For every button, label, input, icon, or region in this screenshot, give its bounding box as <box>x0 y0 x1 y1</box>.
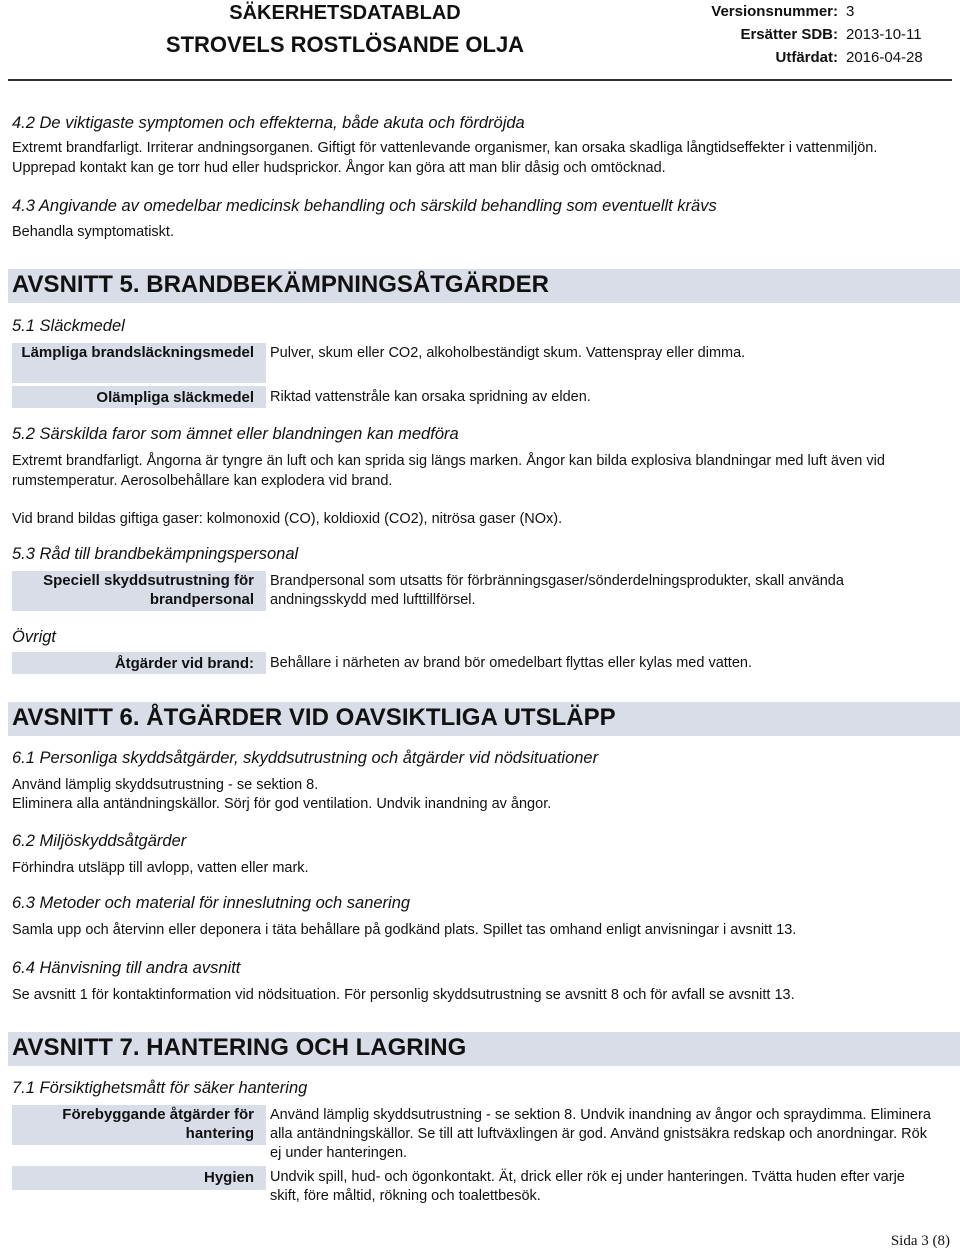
value-unsuitable-extinguishing-media: Riktad vattenstråle kan orsaka spridning av elden. <box>270 389 591 405</box>
heading-6-3: 6.3 Metoder och material för inneslutning och sanering <box>12 894 411 912</box>
text-6-2: Förhindra utsläpp till avlopp, vatten eller mark. <box>12 860 309 876</box>
meta-issued <box>706 49 940 66</box>
section-6-title: AVSNITT 6. ÅTGÄRDER VID OAVSIKTLIGA UTSLÄPP <box>12 704 616 731</box>
meta-replaces <box>706 26 940 43</box>
meta-version <box>706 3 940 20</box>
header-divider <box>8 79 952 81</box>
section-5-title: AVSNITT 5. BRANDBEKÄMPNINGSÅTGÄRDER <box>12 271 549 298</box>
meta-replaces-value: 2013-10-11 <box>846 26 922 43</box>
heading-7-1: 7.1 Försiktighetsmått för säker hantering <box>12 1079 308 1097</box>
page-number: Sida 3 (8) <box>890 1233 950 1249</box>
text-6-4: Se avsnitt 1 för kontaktinformation vid nödsituation. För personlig skyddsutrustning se avsnitt 8 och för avfall se avsnitt 13. <box>12 987 795 1003</box>
value-fire-actions: Behållare i närheten av brand bör omedelbart flyttas eller kylas med vatten. <box>270 655 752 671</box>
text-6-3: Samla upp och återvinn eller deponera i täta behållare på godkänd plats. Spillet tas omhand enligt anvisningar i avsnitt 13. <box>12 922 797 938</box>
heading-6-2: 6.2 Miljöskyddsåtgärder <box>12 832 187 850</box>
value-firefighter-ppe: Brandpersonal som utsatts för förbränningsgaser/sönderdelningsprodukter, skall använda andningsskydd med lufttillförsel. <box>270 573 844 608</box>
text-5-2-gases: Vid brand bildas giftiga gaser: kolmonoxid (CO), koldioxid (CO2), nitrösa gaser (NOx). <box>12 511 563 527</box>
section-5-header <box>8 269 960 303</box>
meta-issued-label: Utfärdat: <box>775 49 838 66</box>
value-suitable-extinguishing-media: Pulver, skum eller CO2, alkoholbeständigt skum. Vattenspray eller dimma. <box>270 345 746 361</box>
meta-version-label: Versionsnummer: <box>711 3 838 20</box>
heading-5-1: 5.1 Släckmedel <box>12 317 125 335</box>
section-7-header <box>8 1032 960 1066</box>
text-5-2-hazards: Extremt brandfarligt. Ångorna är tyngre än luft och kan sprida sig längs marken. Ångor kan bilda explosiva blandningar med luft även vid rumstemperatur. Aerosolbehållare kan explodera vid brand. <box>12 453 885 489</box>
value-hygiene: Undvik spill, hud- och ögonkontakt. Ät, drick eller rök ej under hanteringen. Tvätta huden efter varje skift, före måltid, rökning och toalettbesök. <box>270 1169 905 1204</box>
meta-replaces-label: Ersätter SDB: <box>740 26 838 43</box>
text-4-2: Extremt brandfarligt. Irriterar andningsorganen. Giftigt för vattenlevande organismer, kan orsaka skadliga långtidseffekter i vattenmiljön. Upprepad kontakt kan ge torr hud eller hudsprickor. Ångor kan göra att man blir dåsig och omtöcknad. <box>12 140 878 176</box>
meta-issued-value: 2016-04-28 <box>846 49 923 66</box>
heading-4-2: 4.2 De viktigaste symptomen och effekterna, både akuta och fördröjda <box>12 114 525 132</box>
document-type-title: SÄKERHETSDATABLAD <box>229 2 461 24</box>
heading-other: Övrigt <box>12 628 57 646</box>
heading-5-2: 5.2 Särskilda faror som ämnet eller blandningen kan medföra <box>12 425 459 443</box>
text-4-3: Behandla symptomatiskt. <box>12 224 174 240</box>
section-7-title: AVSNITT 7. HANTERING OCH LAGRING <box>12 1034 467 1061</box>
heading-6-4: 6.4 Hänvisning till andra avsnitt <box>12 959 241 977</box>
heading-6-1: 6.1 Personliga skyddsåtgärder, skyddsutrustning och åtgärder vid nödsituationer <box>12 749 599 767</box>
product-name-title: STROVELS ROSTLÖSANDE OLJA <box>165 32 525 57</box>
label-preventive-measures: Förebyggande åtgärder för hantering <box>12 1105 266 1145</box>
text-6-1-line2: Eliminera alla antändningskällor. Sörj för god ventilation. Undvik inandning av ångor. <box>12 796 552 812</box>
heading-5-3: 5.3 Råd till brandbekämpningspersonal <box>12 545 299 563</box>
heading-4-3: 4.3 Angivande av omedelbar medicinsk behandling och särskild behandling som eventuellt krävs <box>12 197 717 215</box>
meta-version-value: 3 <box>846 3 855 20</box>
label-hygiene: Hygien <box>12 1166 266 1190</box>
section-6-header <box>8 702 960 736</box>
text-6-1-line1: Använd lämplig skyddsutrustning - se sektion 8. <box>12 777 319 793</box>
label-firefighter-ppe: Speciell skyddsutrustning för brandpersonal <box>12 571 266 611</box>
label-suitable-extinguishing-media: Lämpliga brandsläckningsmedel <box>12 343 266 383</box>
label-unsuitable-extinguishing-media: Olämpliga släckmedel <box>12 386 266 408</box>
value-preventive-measures: Använd lämplig skyddsutrustning - se sektion 8. Undvik inandning av ångor och spraydimma. Eliminera alla antändningskällor. Se till att luftväxlingen är god. Använd gnistsäkra redskap och anordningar. Rök ej under hanteringen. <box>270 1107 931 1161</box>
label-fire-actions: Åtgärder vid brand: <box>12 652 266 674</box>
